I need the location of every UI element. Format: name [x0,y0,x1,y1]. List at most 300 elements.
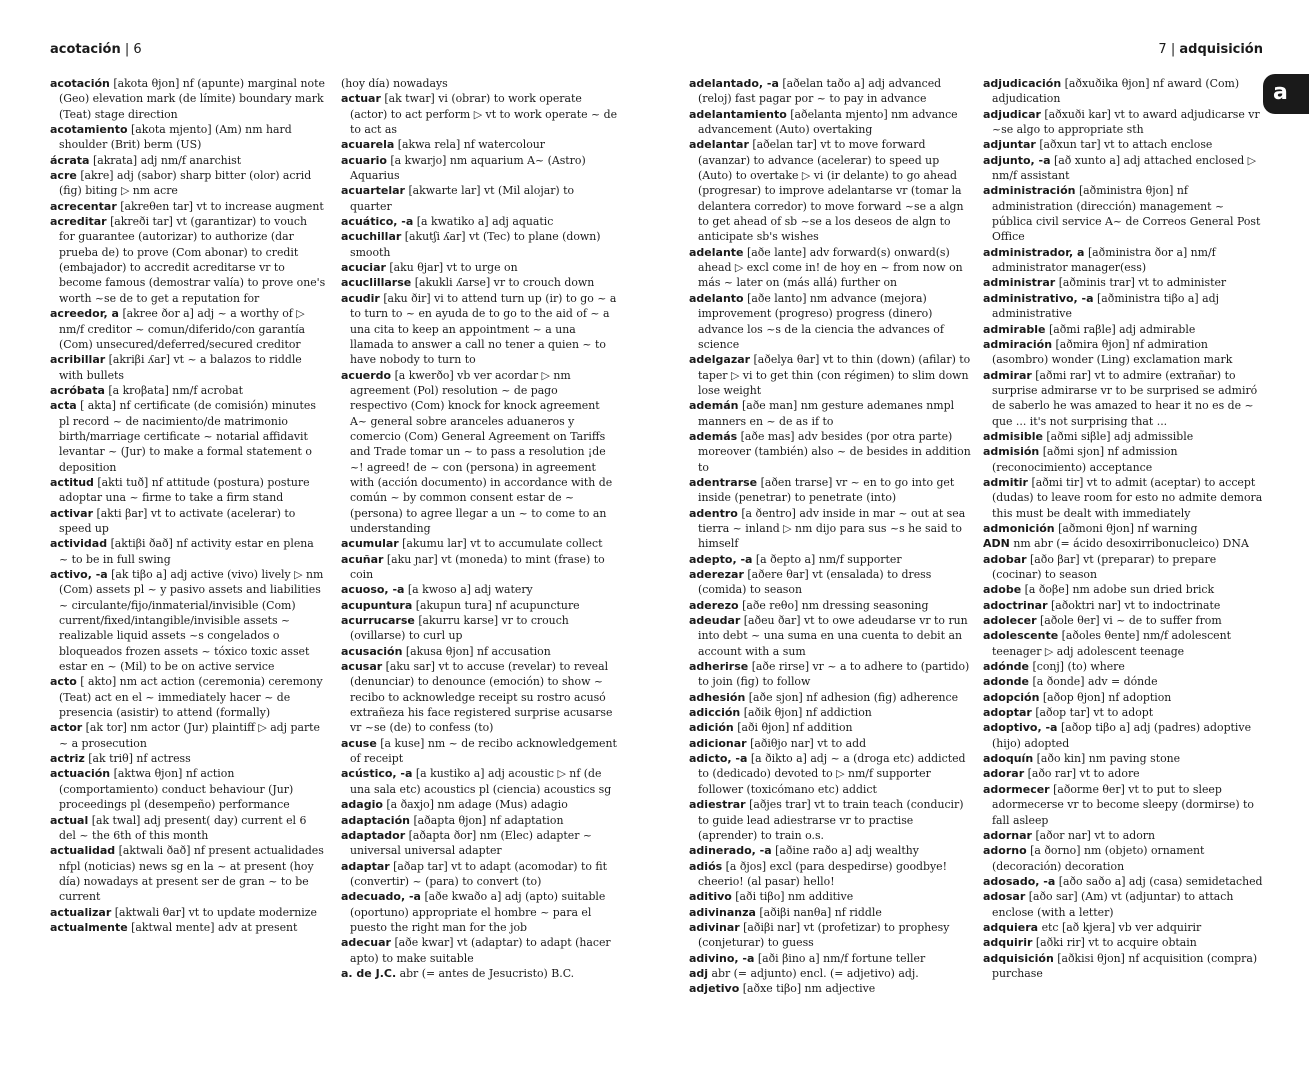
entry-definition: [akurru karse] vr to crouch (ovillarse) to curl up [350,614,569,643]
dictionary-entry [689,705,971,720]
entry-headword: adelantamiento [689,107,787,121]
entry-headword: adaptador [341,828,406,842]
dictionary-entry [983,720,1265,751]
entry-definition: [aku θjar] vt to urge on [389,261,518,275]
entry-definition: [aðmi sjon] nf admission (reconocimiento) acceptance [992,445,1178,474]
dictionary-entry [341,76,618,91]
dictionary-entry [689,843,971,858]
entry-headword: acuciar [341,261,386,275]
entry-definition: [aðe man] nm gesture ademanes nmpl manners en ~ de as if to [698,399,955,428]
entry-headword: actual [50,813,89,827]
dictionary-entry [689,736,971,751]
dictionary-entry [50,506,326,537]
dictionary-entry [689,613,971,659]
entry-headword: adivinar [689,920,740,934]
entry-definition: [akriβi ʎar] vt ~ a balazos to riddle with bullets [59,353,302,382]
dictionary-entry [341,813,618,828]
entry-definition: [a kwatiko a] adj aquatic [416,215,554,229]
dictionary-entry [341,91,618,137]
dictionary-entry [689,690,971,705]
entry-definition: [aðminis trar] vt to administer [1058,276,1227,290]
entry-headword: adicionar [689,736,747,750]
entry-headword: actualizar [50,905,112,919]
entry-headword: adornar [983,828,1032,842]
dictionary-entry [341,552,618,583]
entry-headword: adiós [689,859,723,873]
letter-thumb-tab: a [1263,74,1309,114]
entry-headword: adelanto [689,291,744,305]
entry-definition: [aðmi rar] vt to admire (extrañar) to surprise admirarse vr to be surprised se admiró de saberlo he was amazed to hear it no es de ~ que ... it's not surprising that ... [992,368,1258,428]
entry-headword: acuartelar [341,184,405,198]
entry-definition: [að xunto a] adj attached enclosed ▷ nm/f assistant [992,153,1257,183]
entry-definition: [a kwoso a] adj watery [407,583,533,597]
entry-headword: adobe [983,583,1022,597]
right-page-number: 7 [1158,42,1167,57]
dictionary-entry [983,322,1265,337]
dictionary-entry [50,76,326,122]
dictionary-entry [983,536,1265,551]
entry-headword: adepto, -a [689,552,753,566]
entry-headword: adhesión [689,690,746,704]
entry-headword: acuarela [341,138,395,152]
dictionary-entry [341,797,618,812]
entry-definition: [aðole θer] vi ~ de to suffer from [1039,614,1222,628]
entry-definition: abr (= antes de Jesucristo) B.C. [399,966,575,980]
entry-headword: actualidad [50,844,116,858]
entry-headword: aderezo [689,598,739,612]
entry-definition: [aði βino a] nm/f fortune teller [757,951,926,965]
dictionary-entry [983,429,1265,444]
entry-definition: [aðop tar] vt to adopt [1035,706,1154,720]
entry-headword: adaptar [341,859,390,873]
entry-definition: [akree ðor a] adj ~ a worthy of ▷ nm/f creditor ~ comun/diferido/con garantía (Com) unsecured/deferred/secured creditor [59,307,306,351]
dictionary-entry [983,475,1265,521]
entry-definition: [aðo saðo a] adj (casa) semidetached [1058,874,1263,888]
dictionary-entry [983,659,1265,674]
entry-definition: [aðxuði kar] vt to award adjudicarse vr ~se algo to appropriate sth [992,107,1260,137]
entry-headword: acumular [341,537,399,551]
entry-definition: [ak triθ] nf actress [88,752,191,766]
dictionary-entry [983,275,1265,290]
entry-headword: adolecer [983,614,1037,628]
entry-headword: adosado, -a [983,874,1056,888]
entry-definition: [aðmira θjon] nf admiration (asombro) wonder (Ling) exclamation mark [992,337,1233,367]
entry-definition: [aðop tiβo a] adj (padres) adoptive (hijo) adopted [992,721,1252,750]
entry-headword: admonición [983,521,1055,535]
dictionary-entry [341,582,618,597]
dictionary-column-4 [983,76,1265,1036]
entry-headword: acuoso, -a [341,583,405,597]
dictionary-entry [50,720,326,751]
entry-headword: acuse [341,736,377,750]
dictionary-entry [689,76,971,107]
entry-headword: acrecentar [50,199,117,213]
entry-definition: [a ðoβe] nm adobe sun dried brick [1024,583,1215,597]
dictionary-entry [983,874,1265,889]
entry-definition: [a kroβata] nm/f acrobat [108,383,244,397]
entry-headword: activo, -a [50,568,108,581]
entry-definition: [akrata] adj nm/f anarchist [92,153,242,167]
entry-headword: acústico, -a [341,767,413,781]
entry-headword: actualmente [50,920,128,934]
entry-definition: [aðe kwaðo a] adj (apto) suitable (oportuno) appropriate el hombre ~ para el puesto the right man for the job [350,890,606,934]
entry-definition: [akreði tar] vt (garantizar) to vouch for guarantee (autorizar) to authorize (dar prueba de) to prove (Com abonar) to credit (embajador) to accredit acreditarse vr to become famous (demostrar valía) to prove one's worth ~se de to get a reputation for [59,215,326,305]
dictionary-entry [983,690,1265,705]
entry-headword: acudir [341,291,380,305]
dictionary-entry [50,751,326,766]
dictionary-entry [983,935,1265,950]
dictionary-entry [689,797,971,843]
dictionary-entry [689,552,971,567]
entry-definition: [aðjes trar] vt to train teach (conducir) to guide lead adiestrarse vr to practise (aprender) to train o.s. [698,798,964,842]
dictionary-entry [689,659,971,690]
dictionary-entry [341,644,618,659]
entry-definition: [conj] (to) where [1032,660,1125,674]
entry-definition: [akreθen tar] vt to increase augment [120,199,324,213]
dictionary-entry [689,352,971,398]
entry-definition: [aðe lante] adv forward(s) onward(s) ahead ▷ excl come in! de hoy en ~ from now on más ~ later on (más allá) further on [698,245,963,290]
right-guide-word: adquisición [1179,42,1263,57]
dictionary-entry [341,736,618,767]
entry-headword: adelantado, -a [689,77,779,90]
entry-definition: [aðik θjon] nf addiction [743,706,872,720]
entry-headword: adeudar [689,614,741,628]
dictionary-entry [50,843,326,904]
dictionary-entry [983,444,1265,475]
dictionary-entry [983,153,1265,184]
entry-headword: admitir [983,475,1028,489]
dictionary-entry [341,260,618,275]
entry-definition: [a kwarjo] nm aquarium A~ (Astro) Aquarius [350,153,586,183]
entry-definition: [aðxun tar] vt to attach enclose [1039,138,1213,152]
dictionary-entry [689,981,971,996]
entry-definition: [aðoktri nar] vt to indoctrinate [1050,598,1221,612]
entry-headword: acreditar [50,215,107,229]
entry-headword: adagio [341,798,383,812]
entry-headword: ademán [689,399,739,413]
dictionary-entry [50,567,326,674]
dictionary-entry [983,613,1265,628]
entry-definition: [ak twal] adj present( day) current el 6 del ~ the 6th of this month [59,813,307,842]
dictionary-entry [689,951,971,966]
entry-headword: administrativo, -a [983,291,1094,305]
dictionary-entry [50,920,326,935]
entry-definition: [aðelanta mjento] nm advance advancement (Auto) overtaking [698,107,958,137]
entry-definition: [aðmi siβle] adj admissible [1046,429,1194,443]
entry-definition: [aði θjon] nf addition [737,721,853,735]
entry-headword: adjunto, -a [983,153,1051,167]
dictionary-entry [983,368,1265,429]
entry-headword: adopción [983,690,1040,704]
dictionary-entry [341,659,618,736]
entry-definition: [aktwali ðað] nf present actualidades nfpl (noticias) news sg en la ~ at present (hoy día) nowadays at present ser de gran ~ to be current [59,844,324,904]
dictionary-entry [689,567,971,598]
dictionary-entry [983,598,1265,613]
entry-headword: admiración [983,337,1053,351]
entry-definition: [aðiβi nanθa] nf riddle [759,905,882,919]
entry-headword: adición [689,721,734,735]
entry-definition: etc [að kjera] vb ver adquirir [1041,920,1202,934]
dictionary-column-2 [341,76,618,1036]
entry-headword: adobar [983,552,1027,566]
dictionary-entry [50,536,326,567]
entry-definition: [aðiβi nar] vt (profetizar) to prophesy (conjeturar) to guess [698,920,950,950]
entry-definition: [a ðaxjo] nm adage (Mus) adagio [386,798,568,812]
entry-headword: actuación [50,767,111,781]
dictionary-entry [689,475,971,506]
dictionary-entry [341,368,618,537]
entry-definition: [aðelya θar] vt to thin (down) (afilar) to taper ▷ vi to get thin (con régimen) to slim down lose weight [698,353,971,397]
dictionary-entry [983,766,1265,781]
entry-headword: además [689,429,738,443]
entry-definition: [aðmoni θjon] nf warning [1058,521,1198,535]
dictionary-entry [689,107,971,138]
dictionary-entry [341,935,618,966]
dictionary-entry [983,705,1265,720]
dictionary-entry [50,383,326,398]
entry-definition: [aðiθjo nar] vt to add [750,736,867,750]
entry-headword: acuchillar [341,230,402,244]
entry-definition: [aðen trarse] vr ~ en to go into get inside (penetrar) to penetrate (into) [698,475,955,505]
entry-definition: nm abr (= ácido desoxirribonucleico) DNA [1013,537,1249,551]
entry-headword: acuerdo [341,368,392,382]
entry-headword: acotación [50,77,110,90]
entry-headword: aderezar [689,568,744,581]
entry-definition: [akutʃi ʎar] vt (Tec) to plane (down) smooth [350,230,601,259]
entry-headword: adquirir [983,936,1033,950]
dictionary-entry [341,291,618,368]
dictionary-entry [983,843,1265,874]
dictionary-entry [341,214,618,229]
entry-headword: actriz [50,752,85,766]
dictionary-entry [341,229,618,260]
entry-headword: acusar [341,660,383,674]
entry-headword: adormecer [983,782,1050,796]
entry-headword: adosar [983,890,1026,904]
dictionary-entry [689,506,971,552]
dictionary-entry [50,475,326,506]
dictionary-entry [341,889,618,935]
left-guide-word: acotación [50,42,121,57]
entry-definition: [aðelan taðo a] adj advanced (reloj) fast pagar por ~ to pay in advance [698,77,942,106]
running-head-right [1158,42,1263,57]
entry-definition: [aku ɲar] vt (moneda) to mint (frase) to coin [350,552,605,581]
entry-headword: adecuar [341,936,391,950]
entry-definition: [aktiβi ðað] nf activity estar en plena ~ to be in full swing [59,537,314,566]
entry-definition: [aðe kwar] vt (adaptar) to adapt (hacer apto) to make suitable [350,936,611,965]
entry-definition: [aðo sar] (Am) vt (adjuntar) to attach enclose (with a letter) [992,890,1234,919]
dictionary-entry [983,552,1265,583]
dictionary-entry [689,889,971,904]
entry-headword: acurrucarse [341,614,415,628]
entry-headword: acuático, -a [341,215,414,229]
entry-headword: adiestrar [689,798,746,812]
entry-headword: acupuntura [341,598,413,612]
entry-definition: [aktwali θar] vt to update modernize [114,905,317,919]
entry-definition: [akti βar] vt to activate (acelerar) to speed up [59,506,296,535]
entry-headword: acuario [341,153,387,167]
entry-definition: [aðine raðo a] adj wealthy [775,844,919,858]
dictionary-entry [983,137,1265,152]
entry-definition: abr (= adjunto) encl. (= adjetivo) adj. [711,966,919,980]
entry-headword: adivino, -a [689,951,755,965]
entry-headword: adivinanza [689,905,756,919]
dictionary-entry [50,153,326,168]
entry-headword: administrar [983,276,1056,290]
dictionary-entry [50,766,326,812]
dictionary-entry [983,920,1265,935]
dictionary-entry [689,598,971,613]
left-divider: | [124,42,130,57]
entry-definition: [aku ðir] vi to attend turn up (ir) to go ~ a to turn to ~ en ayuda de to go to the aid of ~ a una cita to keep an appointment ~ a una llamada to answer a call no tener a quien ~ to have nobody to turn to [350,291,617,367]
entry-definition: [aðe sjon] nf adhesion (fig) adherence [748,690,959,704]
dictionary-entry [983,674,1265,689]
entry-definition: [aktwal mente] adv at present [131,920,298,934]
entry-definition: [a ðikto a] adj ~ a (droga etc) addicted to (dedicado) devoted to ▷ nm/f supporter follower (toxicómano etc) addict [698,752,966,796]
entry-headword: administrador, a [983,245,1085,259]
dictionary-entry [983,521,1265,536]
entry-headword: acribillar [50,353,106,367]
dictionary-entry [50,214,326,306]
entry-definition: [aðministra ðor a] nm/f administrator manager(ess) [992,245,1216,275]
dictionary-entry [983,337,1265,368]
running-head-left [50,42,142,57]
entry-headword: adentrarse [689,475,758,489]
entry-headword: adoptar [983,706,1032,720]
entry-headword: actitud [50,475,94,489]
entry-definition: [aðki rir] vt to acquire obtain [1035,936,1197,950]
entry-headword: acuclillarse [341,276,412,290]
entry-definition: [aðeu ðar] vt to owe adeudarse vr to run into debt ~ una suma en una cuenta to debit an account with a sum [698,614,968,658]
entry-definition: [aku sar] vt to accuse (revelar) to reveal (denunciar) to denounce (emoción) to show ~ recibo to acknowledge receipt su rostro acusó extrañeza his face registered surprise acusarse vr ~se (de) to confess (to) [350,660,613,735]
dictionary-entry [983,183,1265,244]
entry-definition: [akumu lar] vt to accumulate collect [402,537,603,551]
dictionary-entry [50,674,326,720]
entry-headword: adoquín [983,752,1034,766]
entry-headword: adoctrinar [983,598,1048,612]
entry-definition: [aðmi tir] vt to admit (aceptar) to accept (dudas) to leave room for esto no admite demora this must be dealt with immediately [992,475,1263,520]
entry-headword: actuar [341,92,381,106]
dictionary-entry [983,828,1265,843]
entry-headword: actividad [50,537,108,551]
entry-definition: [a kustiko a] adj acoustic ▷ nf (de una sala etc) acoustics pl (ciencia) acoustics sg [350,767,612,796]
dictionary-entry [689,398,971,429]
dictionary-entry [50,306,326,352]
entry-definition: [aktwa θjon] nf action (comportamiento) conduct behaviour (Jur) proceedings pl (desempeño) performance [59,767,294,812]
dictionary-entry [50,352,326,383]
dictionary-entry [983,76,1265,107]
entry-definition: [akwarte lar] vt (Mil alojar) to quarter [350,184,575,213]
entry-definition: [aðelan tar] vt to move forward (avanzar) to advance (acelerar) to speed up (Auto) to overtake ▷ vi (ir delante) to go ahead (progresar) to improve adelantarse vr (tomar la delantera corredor) to move forward ~se a algn to get ahead of sb ~se a los deseos de algn to anticipate sb's wishes [698,138,964,244]
entry-definition: [ akta] nf certificate (de comisión) minutes pl record ~ de nacimiento/de matrimonio birth/marriage certificate ~ notarial affidavit levantar ~ (Jur) to make a formal statement o deposition [59,399,316,474]
entry-headword: adinerado, -a [689,844,772,858]
dictionary-entry [689,720,971,735]
dictionary-entry [689,966,971,981]
entry-headword: adquisición [983,951,1054,965]
entry-headword: adjetivo [689,982,740,996]
entry-definition: [aðap tar] vt to adapt (acomodar) to fit (convertir) ~ (para) to convert (to) [350,859,608,888]
dictionary-entry [341,183,618,214]
dictionary-entry [983,951,1265,982]
entry-definition: [aðe reθo] nm dressing seasoning [742,598,929,612]
dictionary-entry [983,782,1265,828]
entry-definition: [ak tor] nm actor (Jur) plaintiff ▷ adj parte ~ a prosecution [59,721,320,750]
dictionary-entry [341,153,618,184]
entry-definition: [a ðonde] adv = dónde [1032,675,1158,689]
entry-headword: adaptación [341,813,410,827]
entry-headword: admisión [983,445,1040,459]
entry-headword: adolescente [983,629,1059,643]
right-divider: | [1170,42,1176,57]
dictionary-entry [689,291,971,352]
entry-definition: [aðoles θente] nm/f adolescent teenager ▷ adj adolescent teenage [992,629,1231,658]
dictionary-entry [983,628,1265,659]
entry-definition: [aði tiβo] nm additive [735,890,854,904]
entry-headword: adherirse [689,660,749,674]
entry-definition: [akota mjento] (Am) nm hard shoulder (Brit) berm (US) [59,123,292,152]
entry-headword: adónde [983,660,1030,674]
dictionary-entry [983,245,1265,276]
entry-headword: activar [50,506,93,520]
entry-headword: acto [50,675,77,689]
entry-definition: [akukli ʎarse] vr to crouch down [414,276,595,290]
dictionary-entry [689,751,971,797]
entry-definition: (hoy día) nowadays [341,77,448,90]
dictionary-entry [341,613,618,644]
entry-definition: [akre] adj (sabor) sharp bitter (olor) acrid (fig) biting ▷ nm acre [59,169,312,198]
entry-headword: acta [50,399,77,413]
entry-definition: [aðe mas] adv besides (por otra parte) moreover (también) also ~ de besides in addition to [698,429,971,474]
dictionary-column-3 [689,76,971,1036]
dictionary-entry [50,398,326,475]
entry-headword: adjudicar [983,107,1041,121]
entry-headword: adjudicación [983,77,1062,90]
entry-headword: acusación [341,644,403,658]
entry-definition: [aðxuðika θjon] nf award (Com) adjudication [992,77,1240,106]
entry-headword: adorno [983,844,1027,858]
dictionary-entry [689,245,971,291]
entry-definition: [ akto] nm act action (ceremonia) ceremony (Teat) act en el ~ immediately hacer ~ de presencia (asistir) to attend (formally) [59,675,323,720]
dictionary-entry [50,122,326,153]
entry-headword: admirable [983,322,1046,336]
dictionary-entry [341,275,618,290]
dictionary-entry [983,889,1265,920]
dictionary-entry [341,766,618,797]
entry-definition: [aðo kin] nm paving stone [1036,752,1181,766]
dictionary-entry [341,828,618,859]
dictionary-entry [341,137,618,152]
entry-definition: [aðo rar] vt to adore [1027,767,1140,781]
entry-definition: [aðkisi θjon] nf acquisition (compra) purchase [992,951,1258,980]
entry-definition: [akusa θjon] nf accusation [405,644,551,658]
entry-definition: [aðor nar] vt to adorn [1035,828,1156,842]
entry-headword: adelantar [689,138,749,152]
entry-headword: adorar [983,767,1025,781]
dictionary-entry [50,199,326,214]
entry-headword: adicto, -a [689,752,748,766]
entry-headword: adelgazar [689,353,751,367]
entry-definition: [aðop θjon] nf adoption [1042,690,1172,704]
entry-headword: admirar [983,368,1032,382]
entry-headword: acre [50,169,77,183]
left-page-number: 6 [133,42,142,57]
dictionary-entry [689,920,971,951]
entry-definition: [akupun tura] nf acupuncture [415,598,580,612]
entry-definition: [a kwerðo] vb ver acordar ▷ nm agreement (Pol) resolution ~ de pago respectivo (Com) knock for knock agreement A~ general sobre aranceles aduaneros y comercio (Com) General Agreement on Tariffs and Trade tomar un ~ to pass a resolution ¡de ~! agreed! de ~ con (persona) in agreement with (acción documento) in accordance with de común ~ by common consent estar de ~ (persona) to agree llegar a un ~ to come to an understanding [350,368,613,535]
entry-headword: aditivo [689,890,732,904]
entry-headword: actor [50,721,83,735]
entry-headword: adjuntar [983,138,1036,152]
